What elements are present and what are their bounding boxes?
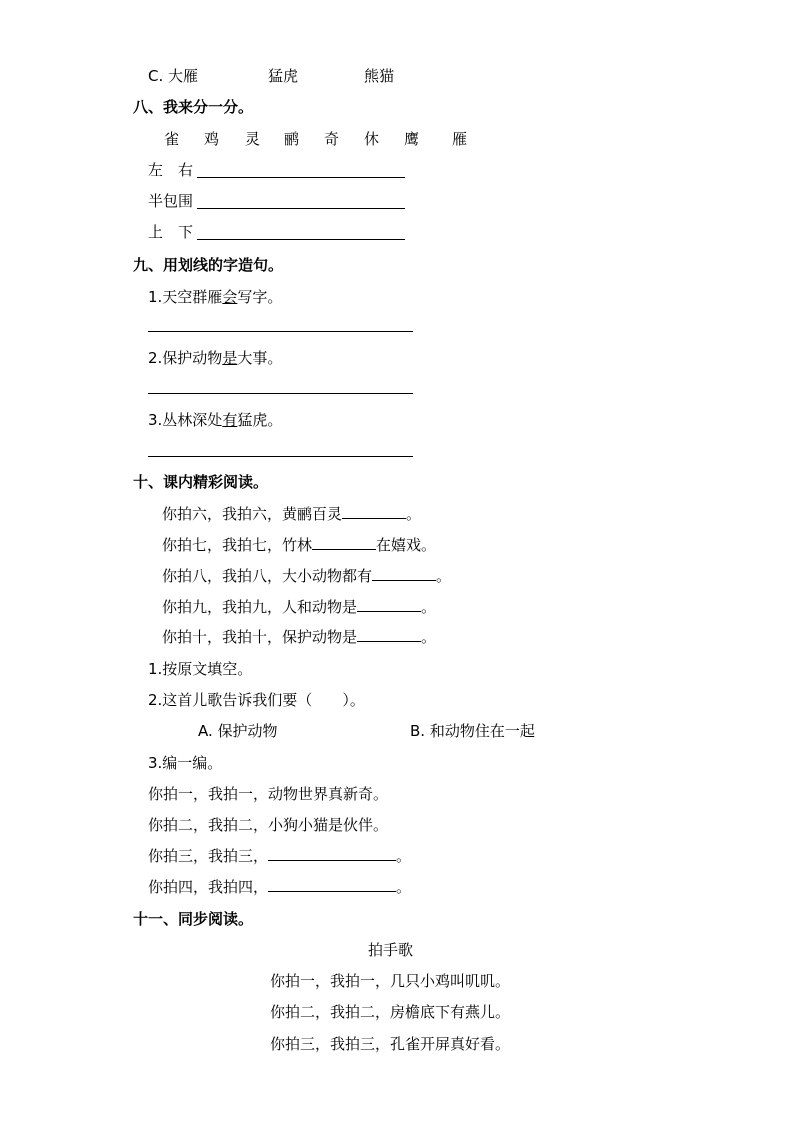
answer-line-half-surround[interactable] [197,208,405,209]
section-8-title: 八、我来分一分。 [133,98,254,116]
line-end: 。 [396,878,412,896]
line-end: 。 [421,598,437,616]
sentence-answer-line-3[interactable] [148,456,413,457]
reading-line-9 [162,597,436,617]
row-half-surround: 半包围 [148,192,194,210]
char-1: 雀 [164,130,180,148]
line-text: 你拍七，我拍七，竹林 [162,536,313,554]
option-b[interactable]: B. 和动物住在一起 [410,722,535,740]
sentence-item-2 [148,348,282,368]
line-text: 你拍三，我拍三， [148,847,269,865]
char-3: 灵 [245,130,261,148]
question-3: 3.编一编。 [148,754,223,772]
answer-line-top-bottom[interactable] [197,239,405,240]
fill-blank[interactable] [312,535,376,550]
sentence-pre: 2.保护动物 [148,349,223,367]
fill-blank[interactable] [268,877,396,892]
line-end: 在嬉戏。 [376,536,437,554]
answer-line-left-right[interactable] [197,177,405,178]
sentence-post: 大事。 [237,349,283,367]
section-9-title: 九、用划线的字造句。 [133,256,284,274]
option-c-word-2: 猛虎 [268,67,299,85]
reading-line-10 [162,627,436,647]
fill-blank[interactable] [357,597,421,612]
sentence-item-1 [148,287,282,307]
section-11-title: 十一、同步阅读。 [133,910,254,928]
line-end: 。 [406,505,422,523]
underlined-char: 是 [222,349,238,367]
reading-line-8 [162,566,451,586]
line-text: 你拍十，我拍十，保护动物是 [162,628,358,646]
fill-blank[interactable] [372,566,436,581]
option-c-label: C. 大雁 [148,67,199,85]
poem-line-2: 你拍二，我拍二，房檐底下有燕儿。 [270,1003,511,1021]
underlined-char: 会 [222,288,238,306]
sentence-pre: 1.天空群雁 [148,288,223,306]
fill-blank[interactable] [342,504,406,519]
make-line-2: 你拍二，我拍二，小狗小猫是伙伴。 [148,816,389,834]
fill-blank[interactable] [268,846,396,861]
poem-title: 拍手歌 [368,941,414,959]
line-text: 你拍四，我拍四， [148,878,269,896]
char-2: 鸡 [204,130,220,148]
row-top-bottom: 上 下 [148,223,194,241]
sentence-post: 写字。 [237,288,283,306]
line-text: 你拍九，我拍九，人和动物是 [162,598,358,616]
poem-line-3: 你拍三，我拍三，孔雀开屏真好看。 [270,1035,511,1053]
sentence-answer-line-2[interactable] [148,393,413,394]
option-c-word-3: 熊猫 [364,67,395,85]
line-end: 。 [396,847,412,865]
char-7: 鹰 [404,130,420,148]
poem-line-1: 你拍一，我拍一，几只小鸡叫叽叽。 [270,972,511,990]
line-end: 。 [421,628,437,646]
line-end: 。 [436,567,452,585]
make-line-1: 你拍一，我拍一，动物世界真新奇。 [148,785,389,803]
make-line-4 [148,877,411,897]
reading-line-7 [162,535,436,555]
section-10-title: 十、课内精彩阅读。 [133,473,269,491]
char-8: 雁 [452,130,468,148]
option-a[interactable]: A. 保护动物 [198,722,278,740]
make-line-3 [148,846,411,866]
line-text: 你拍八，我拍八，大小动物都有 [162,567,373,585]
sentence-item-3 [148,410,282,430]
char-4: 鹂 [284,130,300,148]
char-5: 奇 [324,130,340,148]
question-2: 2.这首儿歌告诉我们要（ ）。 [148,691,365,709]
char-6: 休 [364,130,380,148]
line-text: 你拍六，我拍六，黄鹂百灵 [162,505,343,523]
question-1: 1.按原文填空。 [148,660,253,678]
underlined-char: 有 [222,411,238,429]
sentence-post: 猛虎。 [237,411,283,429]
sentence-pre: 3.丛林深处 [148,411,223,429]
fill-blank[interactable] [357,627,421,642]
row-left-right: 左 右 [148,161,194,179]
reading-line-6 [162,504,421,524]
sentence-answer-line-1[interactable] [148,331,413,332]
